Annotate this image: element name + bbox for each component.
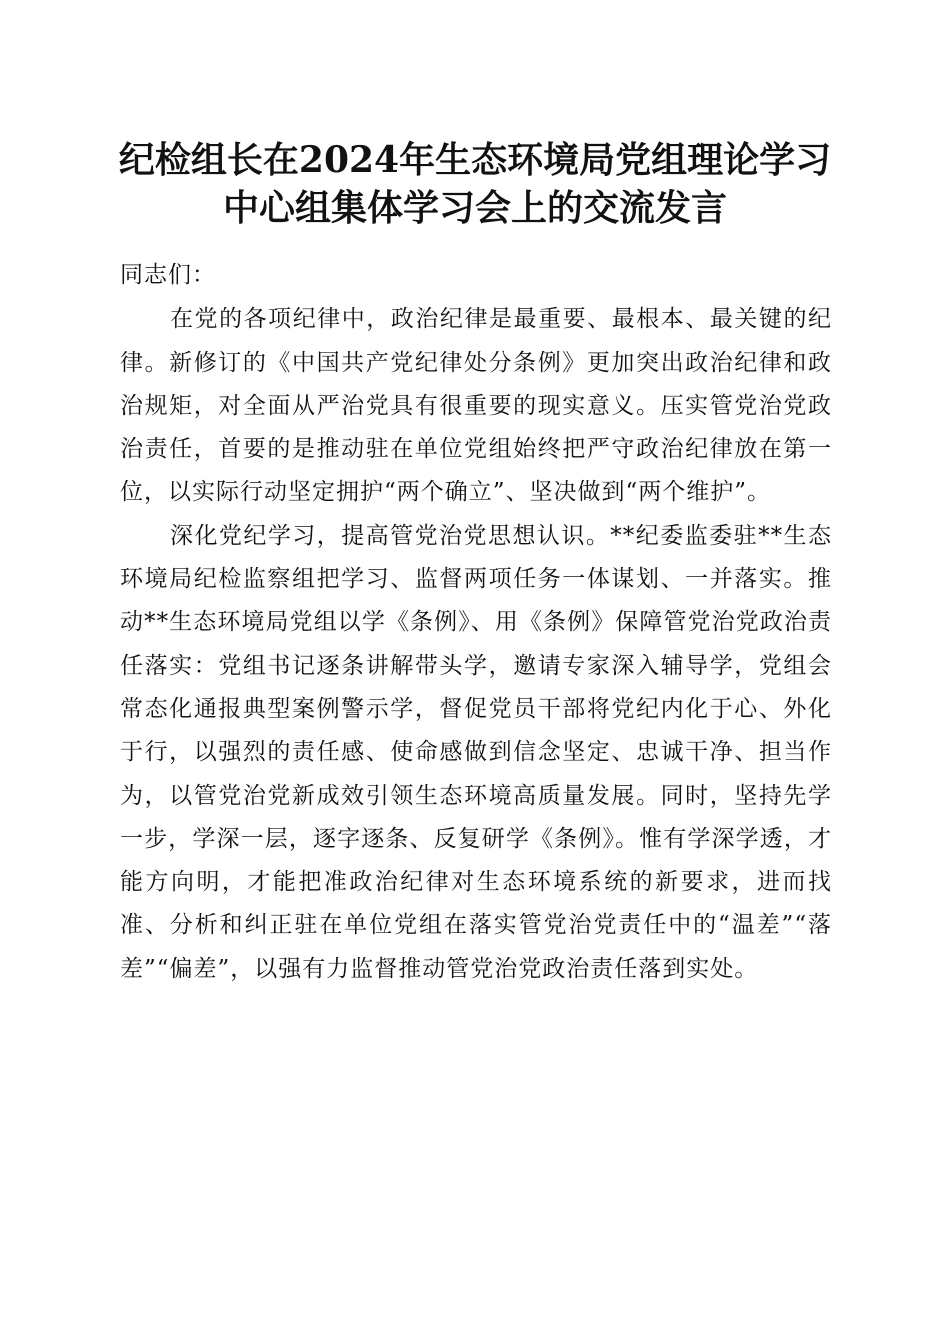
title-line-1: 纪检组长在2024年生态环境局党组理论学习 — [118, 139, 832, 181]
salutation: 同志们： — [120, 262, 216, 288]
document-title — [100, 136, 850, 232]
paragraph-1: 在党的各项纪律中，政治纪律是最重要、最根本、最关键的纪律。新修订的《中国共产党纪律处分条例》更加突出政治纪律和政治规矩，对全面从严治党具有很重要的现实意义。压实管党治党政治责任，首要的是推动驻在单位党组始终把严守政治纪律放在第一位，以实际行动坚定拥护“两个确立”、坚决做到“两个维护”。 — [120, 306, 832, 506]
document-body — [120, 254, 832, 991]
paragraph-2: 深化党纪学习，提高管党治党思想认识。**纪委监委驻**生态环境局纪检监察组把学习、监督两项任务一体谋划、一并落实。推动**生态环境局党组以学《条例》、用《条例》保障管党治党政治责任落实：党组书记逐条讲解带头学，邀请专家深入辅导学，党组会常态化通报典型案例警示学，督促党员干部将党纪内化于心、外化于行，以强烈的责任感、使命感做到信念坚定、忠诚干净、担当作为，以管党治党新成效引领生态环境高质量发展。同时，坚持先学一步，学深一层，逐字逐条、反复研学《条例》。惟有学深学透，才能方向明，才能把准政治纪律对生态环境系统的新要求，进而找准、分析和纠正驻在单位党组在落实管党治党责任中的“温差”“落差”“偏差”，以强有力监督推动管党治党政治责任落到实处。 — [120, 522, 832, 982]
title-line-2: 中心组集体学习会上的交流发言 — [222, 187, 727, 229]
